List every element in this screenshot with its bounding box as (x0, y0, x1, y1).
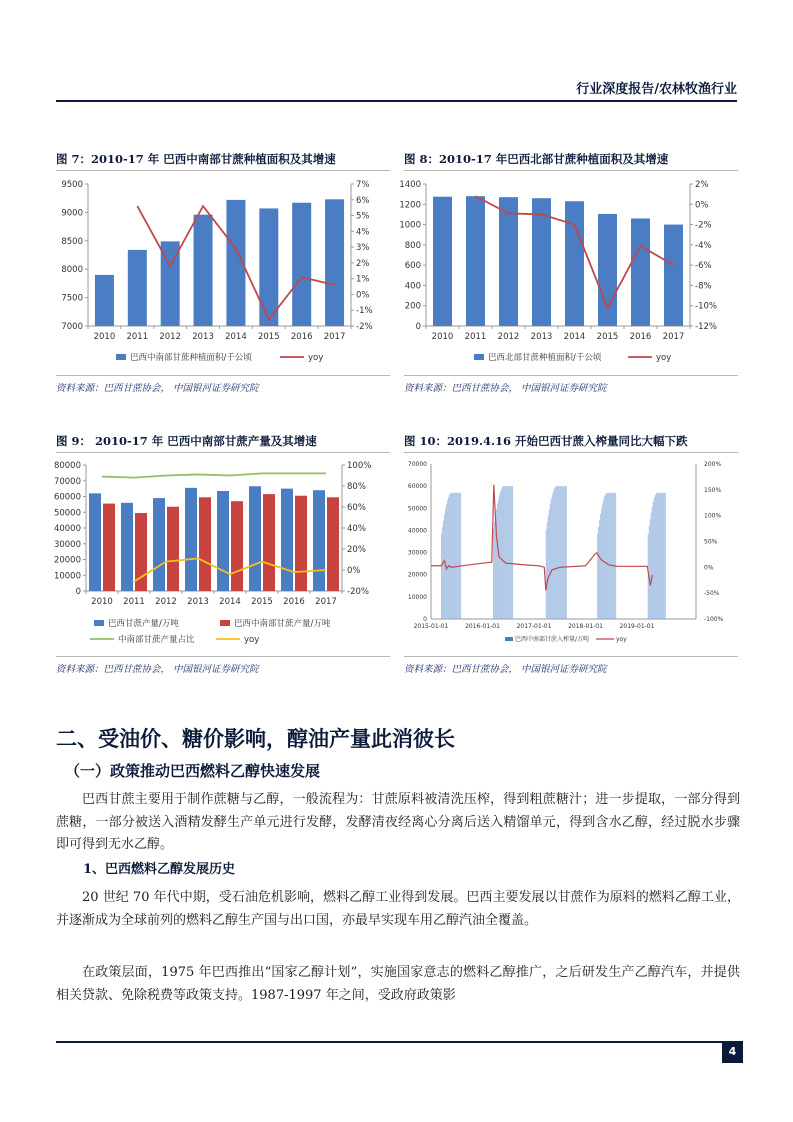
y-left-tick-label: 1200 (399, 200, 421, 211)
bar-fig8-s0 (499, 197, 518, 326)
bar-fig10-season3 (606, 493, 607, 619)
bar-fig10-season2 (564, 486, 565, 619)
x-tick-label: 2016-01-01 (465, 623, 500, 630)
bar-fig10-season3 (600, 514, 601, 619)
bar-fig10-season0 (444, 514, 445, 619)
bar-fig10-season3 (607, 493, 608, 619)
bar-fig8-s0 (466, 196, 485, 326)
bar-fig10-season0 (447, 500, 448, 619)
legend-swatch (94, 620, 104, 626)
bar-fig10-season3 (610, 493, 611, 619)
bar-fig9-s0 (313, 490, 325, 591)
bar-fig10-season0 (454, 493, 455, 619)
y-left-tick-label: 10000 (407, 593, 427, 601)
bar-fig10-season2 (555, 487, 556, 619)
fig9-source-divider (56, 656, 390, 657)
y-right-tick-label: 6% (356, 195, 370, 206)
bar-fig9-s1 (327, 497, 339, 591)
bar-fig10-season3 (597, 534, 598, 619)
bar-fig9-s0 (153, 498, 165, 591)
bar-fig10-season2 (548, 515, 549, 619)
legend-swatch (505, 637, 513, 641)
y-right-tick-label: 4% (356, 227, 370, 238)
bar-fig10-season2 (557, 486, 558, 619)
bar-fig10-season2 (565, 486, 566, 619)
x-tick-label: 2014 (563, 332, 586, 342)
bar-fig10-season1 (505, 486, 506, 619)
legend-label: 巴西中南部甘蔗种植面积/千公顷 (130, 353, 252, 363)
bar-fig10-season2 (546, 529, 547, 619)
bar-fig10-season0 (455, 493, 456, 619)
bar-fig10-season2 (562, 486, 563, 619)
y-left-tick-label: 40000 (53, 524, 81, 534)
bar-fig10-season1 (507, 486, 508, 619)
bar-fig10-season1 (508, 486, 509, 619)
bar-fig10-season2 (556, 486, 557, 619)
x-tick-label: 2013 (192, 332, 214, 342)
x-tick-label: 2017 (315, 597, 337, 607)
bar-fig10-season4 (650, 519, 651, 619)
y-left-tick-label: 0 (423, 616, 427, 623)
bar-fig10-season1 (506, 486, 507, 619)
bar-fig10-season1 (510, 486, 511, 619)
x-tick-label: 2011 (123, 597, 145, 607)
bar-fig10-season1 (509, 486, 510, 619)
y-left-tick-label: 800 (404, 240, 421, 251)
y-left-tick-label: 0 (75, 587, 81, 597)
fig9-chart (46, 456, 388, 651)
y-right-tick-label: 100% (347, 461, 372, 471)
bar-fig10-season0 (452, 493, 453, 619)
x-tick-label: 2014 (225, 332, 247, 342)
bar-fig10-season4 (659, 493, 660, 619)
line-fig9-s0 (102, 473, 326, 477)
y-right-tick-label: 150% (704, 486, 722, 494)
bar-fig10-season3 (613, 493, 614, 619)
bar-fig10-season2 (554, 489, 555, 619)
page-number: 4 (722, 1041, 743, 1063)
bar-fig10-season0 (441, 534, 442, 619)
bar-fig10-season2 (549, 509, 550, 619)
bar-fig8-s0 (565, 201, 584, 326)
y-right-tick-label: 2% (695, 180, 709, 190)
y-left-tick-label: 50000 (407, 505, 427, 513)
y-left-tick-label: 80000 (53, 461, 81, 471)
fig7-source: 资料来源：巴西甘蔗协会， 中国银河证券研究院 (56, 383, 259, 394)
bar-fig10-season4 (654, 498, 655, 619)
y-left-tick-label: 10000 (53, 571, 81, 582)
legend-label: 中南部甘蔗产量占比 (118, 635, 195, 645)
x-tick-label: 2011 (464, 332, 487, 342)
y-left-tick-label: 9000 (61, 208, 83, 219)
fig8-source-divider (404, 375, 738, 376)
y-right-tick-label: 60% (347, 503, 366, 513)
fig7-source-divider (56, 375, 390, 376)
bar-fig10-season1 (498, 499, 499, 619)
y-left-tick-label: 600 (404, 261, 421, 272)
bar-fig10-season1 (494, 522, 495, 619)
bar-fig8-s0 (631, 218, 650, 326)
bar-fig10-season0 (453, 493, 454, 619)
bar-fig10-season4 (663, 493, 664, 619)
y-right-tick-label: 0% (695, 200, 709, 211)
x-tick-label: 2013 (187, 597, 209, 607)
y-right-tick-label: -20% (347, 587, 369, 597)
bar-fig10-season0 (443, 520, 444, 619)
fig8-source: 资料来源：巴西甘蔗协会， 中国银河证券研究院 (404, 383, 607, 394)
legend-label: 巴西甘蔗产量/万吨 (108, 619, 179, 629)
legend-label: yoy (244, 635, 260, 645)
bar-fig10-season0 (449, 495, 450, 619)
y-left-tick-label: 9500 (61, 180, 83, 190)
bar-fig10-season1 (511, 486, 512, 619)
bar-fig9-s0 (121, 503, 133, 591)
y-left-tick-label: 7000 (61, 322, 83, 332)
y-right-tick-label: 0% (356, 290, 370, 301)
x-tick-label: 2017 (662, 332, 685, 342)
y-left-tick-label: 50000 (53, 508, 81, 519)
x-tick-label: 2017 (323, 332, 346, 342)
fig9-title-divider (56, 452, 390, 453)
y-right-tick-label: 0% (704, 564, 714, 572)
y-left-tick-label: 200 (404, 301, 421, 312)
y-right-tick-label: -2% (356, 322, 373, 332)
bar-fig10-season0 (456, 493, 457, 619)
bar-fig10-season3 (599, 520, 600, 619)
bar-fig10-season1 (502, 487, 503, 619)
y-right-tick-label: 80% (347, 482, 366, 492)
x-tick-label: 2015 (257, 332, 280, 342)
y-left-tick-label: 8000 (61, 265, 83, 276)
x-tick-label: 2018-01-01 (568, 623, 603, 630)
y-left-tick-label: 70000 (53, 476, 81, 487)
bar-fig10-season0 (459, 493, 460, 619)
y-right-tick-label: -4% (695, 240, 712, 251)
section-heading: 二、受油价、糖价影响，醇油产量此消彼长 (56, 726, 455, 751)
bar-fig10-season1 (512, 486, 513, 619)
fig8-title: 图 8：2010-17 年巴西北部甘蔗种植面积及其增速 (404, 152, 669, 166)
bar-fig10-season4 (665, 493, 666, 619)
y-left-tick-label: 70000 (407, 461, 427, 468)
y-left-tick-label: 30000 (53, 539, 81, 550)
x-tick-label: 2011 (126, 332, 149, 342)
bar-fig10-season3 (608, 493, 609, 619)
bar-fig10-season4 (657, 493, 658, 619)
bar-fig10-season2 (561, 486, 562, 619)
bar-fig10-season4 (655, 495, 656, 619)
bar-fig10-season4 (660, 493, 661, 619)
x-tick-label: 2015 (251, 597, 273, 607)
legend-label: yoy (656, 353, 672, 363)
y-left-tick-label: 7500 (61, 293, 83, 304)
bar-fig10-season4 (661, 493, 662, 619)
x-tick-label: 2019-01-01 (619, 623, 655, 630)
bar-fig9-s1 (231, 501, 243, 591)
y-right-tick-label: 1% (356, 274, 370, 285)
bar-fig10-season1 (497, 504, 498, 619)
bar-fig10-season0 (442, 527, 443, 619)
bar-fig10-season2 (550, 504, 551, 619)
fig10-title: 图 10：2019.4.16 开始巴西甘蔗入榨量同比大幅下跌 (404, 434, 688, 448)
bar-fig10-season4 (649, 526, 650, 619)
y-right-tick-label: -100% (704, 616, 724, 623)
bar-fig10-season2 (566, 486, 567, 619)
legend-swatch (220, 620, 230, 626)
fig7-title-divider (56, 170, 390, 171)
bar-fig10-season4 (656, 493, 657, 619)
y-left-tick-label: 1000 (399, 220, 421, 231)
bar-fig7-s0 (259, 208, 278, 326)
bar-fig10-season3 (598, 527, 599, 619)
y-right-tick-label: -12% (695, 322, 717, 332)
y-right-tick-label: 20% (347, 545, 366, 555)
x-tick-label: 2010 (431, 332, 454, 342)
bar-fig10-season0 (458, 493, 459, 619)
fig10-source: 资料来源：巴西甘蔗协会， 中国银河证券研究院 (404, 664, 607, 675)
bar-fig10-season3 (603, 500, 604, 619)
bar-fig10-season3 (612, 493, 613, 619)
bar-fig10-season4 (664, 493, 665, 619)
legend-label: 巴西北部甘蔗种植面积/千公顷 (488, 353, 602, 363)
y-right-tick-label: 0% (347, 566, 361, 576)
y-left-tick-label: 1400 (399, 180, 421, 190)
bar-fig9-s1 (199, 497, 211, 591)
x-tick-label: 2012 (155, 597, 177, 607)
bar-fig10-season1 (503, 486, 504, 619)
y-right-tick-label: -10% (695, 301, 717, 312)
legend-swatch (474, 354, 484, 360)
x-tick-label: 2015-01-01 (413, 623, 449, 630)
bar-fig10-season3 (604, 496, 605, 619)
x-tick-label: 2012 (159, 332, 182, 342)
fig10-chart-svg (400, 456, 736, 650)
y-left-tick-label: 400 (404, 281, 421, 292)
fig7-title: 图 7：2010-17 年 巴西中南部甘蔗种植面积及其增速 (56, 152, 336, 166)
bar-fig10-season3 (601, 508, 602, 619)
y-right-tick-label: -6% (695, 261, 712, 272)
bar-fig10-season1 (501, 489, 502, 619)
y-left-tick-label: 60000 (53, 492, 81, 503)
y-left-tick-label: 40000 (407, 527, 427, 535)
y-left-tick-label: 8500 (61, 236, 83, 247)
legend-label: yoy (616, 636, 627, 643)
fig7-chart (46, 174, 388, 368)
x-tick-label: 2017-01-01 (516, 623, 552, 630)
bar-fig10-season4 (651, 512, 652, 619)
bar-fig10-season4 (662, 493, 663, 619)
x-tick-label: 2016 (629, 332, 652, 342)
bar-fig10-season4 (653, 502, 654, 619)
y-right-tick-label: -8% (695, 281, 712, 292)
bar-fig10-season0 (457, 493, 458, 619)
bar-fig9-s0 (89, 493, 101, 591)
header-divider (56, 100, 737, 102)
bar-fig10-season4 (652, 507, 653, 619)
bar-fig10-season0 (460, 493, 461, 619)
fig8-title-divider (404, 170, 738, 171)
x-tick-label: 2012 (497, 332, 520, 342)
bar-fig9-s1 (167, 507, 179, 591)
y-left-tick-label: 20000 (53, 555, 81, 566)
y-right-tick-label: 2% (356, 258, 370, 269)
y-right-tick-label: 5% (356, 211, 370, 222)
bar-fig10-season2 (547, 522, 548, 619)
bar-fig10-season2 (560, 486, 561, 619)
y-right-tick-label: 50% (704, 538, 718, 546)
bar-fig9-s0 (217, 491, 229, 591)
fig10-chart (400, 456, 736, 650)
y-right-tick-label: 200% (704, 461, 722, 468)
footer-divider (56, 1041, 737, 1043)
fig8-chart-svg (394, 174, 736, 368)
bar-fig10-season3 (614, 493, 615, 619)
fig8-chart (394, 174, 736, 368)
x-tick-label: 2016 (283, 597, 305, 607)
y-right-tick-label: 100% (704, 512, 722, 520)
bar-fig10-season3 (611, 493, 612, 619)
bar-fig7-s0 (292, 203, 311, 326)
fig10-source-divider (404, 656, 738, 657)
y-left-tick-label: 20000 (407, 571, 427, 579)
legend-swatch (116, 354, 126, 360)
legend-label: 巴西中南部甘蔗产量/万吨 (234, 619, 331, 629)
x-tick-label: 2015 (596, 332, 619, 342)
y-right-tick-label: -50% (704, 590, 720, 598)
bar-fig10-season2 (558, 486, 559, 619)
y-right-tick-label: 7% (356, 180, 370, 190)
y-right-tick-label: 3% (356, 243, 370, 254)
bar-fig10-season0 (448, 497, 449, 619)
fig9-chart-svg (46, 456, 388, 651)
bar-fig10-season2 (559, 486, 560, 619)
bar-fig10-season2 (553, 491, 554, 619)
y-left-tick-label: 30000 (407, 549, 427, 557)
x-tick-label: 2013 (530, 332, 553, 342)
bar-fig10-season4 (658, 493, 659, 619)
bar-fig8-s0 (664, 225, 683, 326)
bar-fig10-season0 (446, 504, 447, 619)
bar-fig8-s0 (433, 197, 452, 326)
bar-fig9-s1 (295, 496, 307, 591)
bar-fig9-s1 (103, 504, 115, 591)
x-tick-label: 2014 (219, 597, 241, 607)
x-tick-label: 2010 (91, 597, 113, 607)
legend-label: 巴西中南部甘蔗入榨量/万吨 (515, 636, 590, 643)
y-left-tick-label: 0 (415, 322, 421, 332)
paragraph-3: 在政策层面，1975 年巴西推出“国家乙醇计划”，实施国家意志的燃料乙醇推广，之后研发生产乙醇汽车，并提供相关贷款、免除税费等政策支持。1987-1997 年之间，受政府政策影 (56, 965, 740, 1003)
bar-fig9-s0 (249, 486, 261, 591)
fig9-source: 资料来源：巴西甘蔗协会， 中国银河证券研究院 (56, 664, 259, 675)
bar-fig10-season3 (605, 494, 606, 619)
bar-fig10-season2 (563, 486, 564, 619)
y-right-tick-label: -2% (695, 220, 712, 231)
bar-fig7-s0 (95, 275, 114, 326)
bar-fig9-s0 (185, 488, 197, 591)
bar-fig10-season3 (615, 493, 616, 619)
fig10-title-divider (404, 452, 738, 453)
bar-fig7-s0 (325, 199, 344, 326)
bar-fig10-season1 (493, 529, 494, 619)
bar-fig10-season1 (500, 491, 501, 619)
bar-fig10-season2 (551, 499, 552, 619)
fig9-title: 图 9： 2010-17 年 巴西中南部甘蔗产量及其增速 (56, 434, 317, 448)
bar-fig7-s0 (128, 250, 147, 326)
bar-fig7-s0 (194, 215, 213, 326)
paragraph-1: 巴西甘蔗主要用于制作蔗糖与乙醇，一般流程为：甘蔗原料被清洗压榨，得到粗蔗糖汁；进一步提取，一部分得到蔗糖，一部分被送入酒精发酵生产单元进行发酵，发酵清夜经离心分离后送入精馏单元，得到含水乙醇，经过脱水步骤即可得到无水乙醇。 (56, 792, 740, 852)
y-right-tick-label: -1% (356, 306, 373, 317)
bar-fig9-s1 (263, 494, 275, 591)
y-left-tick-label: 60000 (407, 483, 427, 491)
bar-fig10-season1 (504, 486, 505, 619)
fig7-chart-svg (46, 174, 388, 368)
x-tick-label: 2016 (290, 332, 313, 342)
subsubsection-heading: 1、巴西燃料乙醇发展历史 (83, 862, 236, 877)
x-tick-label: 2010 (93, 332, 116, 342)
report-header: 行业深度报告/农林牧渔行业 (576, 82, 737, 97)
y-right-tick-label: 40% (347, 524, 366, 534)
line-fig10-yoy (431, 485, 652, 591)
bar-fig10-season3 (609, 493, 610, 619)
bar-fig10-season0 (451, 493, 452, 619)
bar-fig10-season2 (552, 494, 553, 619)
bar-fig10-season0 (450, 493, 451, 619)
legend-label: yoy (308, 353, 324, 363)
bar-fig9-s0 (281, 489, 293, 591)
paragraph-2: 20 世纪 70 年代中期，受石油危机影响，燃料乙醇工业得到发展。巴西主要发展以甘蔗作为原料的燃料乙醇工业，并逐渐成为全球前列的燃料乙醇生产国与出口国，亦最早实现车用乙醇汽油全覆盖。 (56, 890, 740, 928)
subsection-heading: （一）政策推动巴西燃料乙醇快速发展 (65, 762, 321, 780)
